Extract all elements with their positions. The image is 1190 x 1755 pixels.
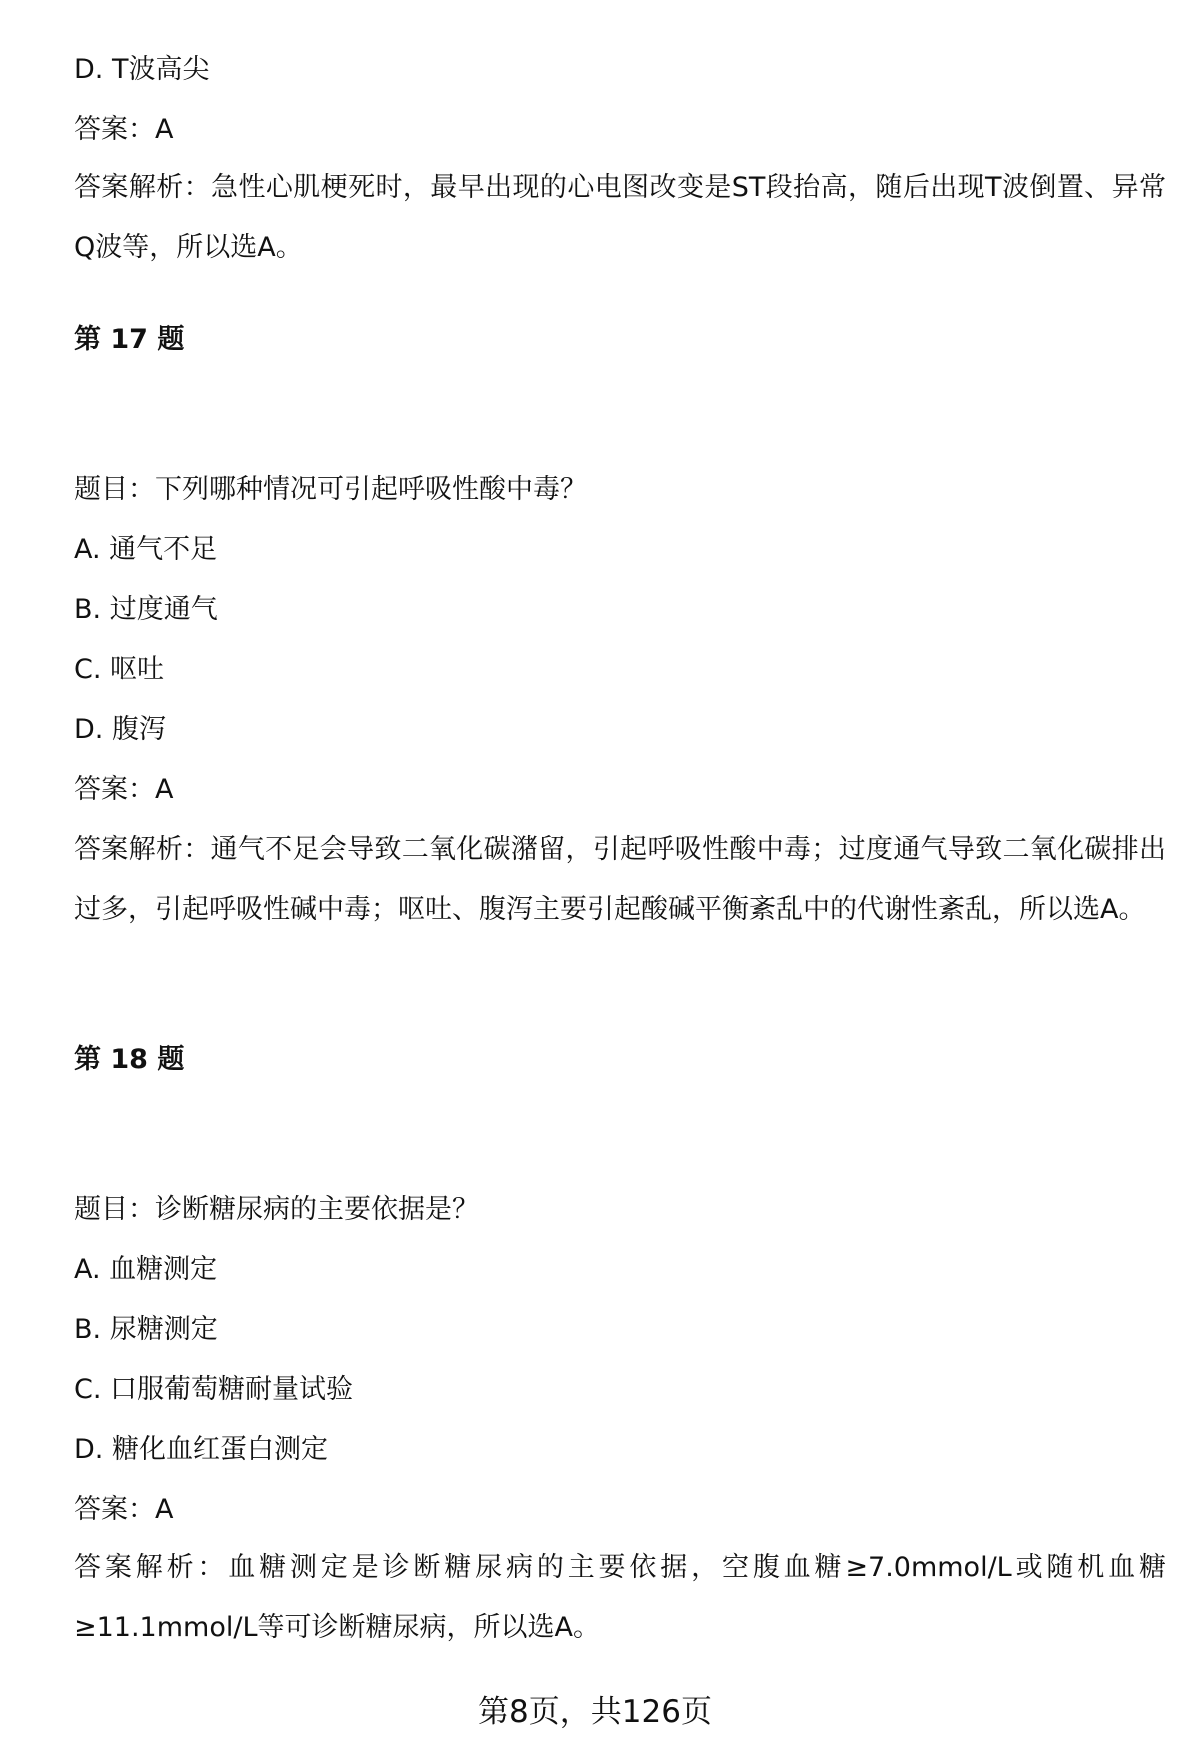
question-17-option-a: A. 通气不足 [74,534,218,565]
question-18-explanation: 答案解析：血糖测定是诊断糖尿病的主要依据，空腹血糖≥7.0mmol/L或随机血糖≥11.1mmol/L等可诊断糖尿病，所以选A。 [74,1552,1166,1643]
prev-answer: 答案：A [74,114,174,145]
question-18-stem: 题目：诊断糖尿病的主要依据是？ [74,1194,479,1225]
page-number-footer: 第8页，共126页 [478,1694,712,1730]
question-17-stem: 题目：下列哪种情况可引起呼吸性酸中毒？ [74,474,587,505]
question-17-option-d: D. 腹泻 [74,714,166,745]
prev-option-d: D. T波高尖 [74,54,210,85]
question-17-heading: 第 17 题 [74,324,185,355]
question-18-heading: 第 18 题 [74,1044,185,1075]
question-17-answer: 答案：A [74,774,174,805]
question-18-option-a: A. 血糖测定 [74,1254,218,1285]
question-18-option-c: C. 口服葡萄糖耐量试验 [74,1374,354,1405]
question-18-option-d: D. 糖化血红蛋白测定 [74,1434,328,1465]
question-17-explanation: 答案解析：通气不足会导致二氧化碳潴留，引起呼吸性酸中毒；过度通气导致二氧化碳排出过多，引起呼吸性碱中毒；呕吐、腹泻主要引起酸碱平衡紊乱中的代谢性紊乱，所以选A。 [74,834,1166,925]
question-17-option-c: C. 呕吐 [74,654,165,685]
question-18-answer: 答案：A [74,1494,174,1525]
question-18-option-b: B. 尿糖测定 [74,1314,218,1345]
prev-explanation: 答案解析：急性心肌梗死时，最早出现的心电图改变是ST段抬高，随后出现T波倒置、异常Q波等，所以选A。 [74,172,1166,263]
question-17-option-b: B. 过度通气 [74,594,218,625]
